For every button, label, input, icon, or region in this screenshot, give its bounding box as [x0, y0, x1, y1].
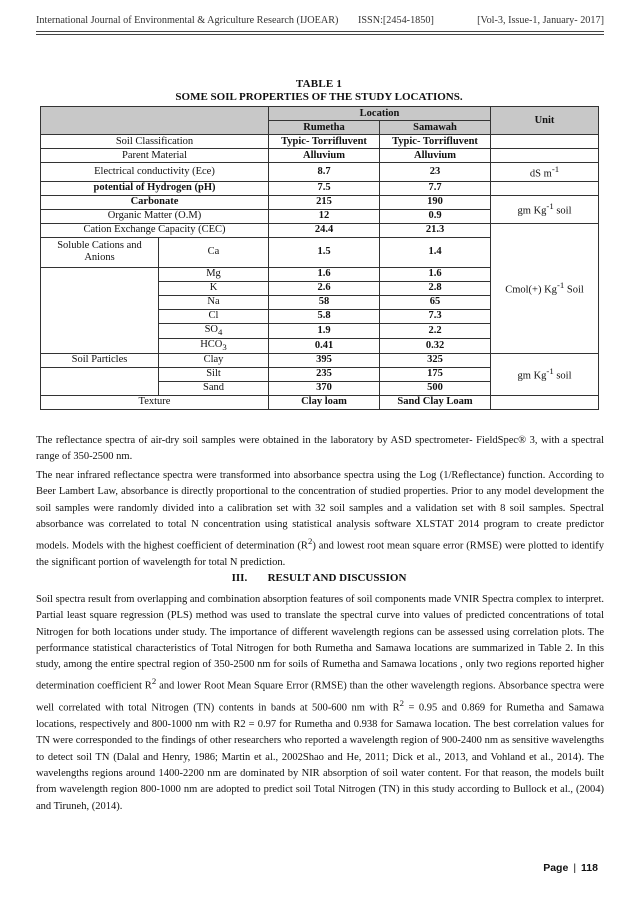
rumetha-value: 8.7: [269, 163, 380, 182]
unit-cell: [491, 135, 599, 149]
formula-base: SO: [204, 323, 219, 335]
paragraph-results: [36, 592, 604, 815]
table-row: [41, 353, 599, 367]
samawah-value: 190: [380, 195, 491, 209]
table-row: [41, 195, 599, 209]
row-label: Clay: [159, 353, 269, 367]
row-label: potential of Hydrogen (pH): [41, 181, 269, 195]
samawah-value: Typic- Torrifluvent: [380, 135, 491, 149]
paragraph-text: and lower Root Mean Square Error (RMSE) than the other wavelength regions. Absorbance spectra were well correlated with total Nitrogen (TN) contents in bands at 500-600 nm with R: [36, 680, 605, 714]
row-label: Ca: [159, 237, 269, 267]
issn: ISSN:[2454-1850]: [358, 15, 434, 26]
rumetha-value: 2.6: [269, 281, 380, 295]
row-label: Na: [159, 295, 269, 309]
rumetha-value: 395: [269, 353, 380, 367]
group-label: Soluble Cations and Anions: [41, 237, 159, 267]
unit-cell: [491, 395, 599, 409]
row-label: Cation Exchange Capacity (CEC): [41, 223, 269, 237]
unit-tail: Soil: [564, 284, 584, 296]
unit-text: gm Kg: [517, 370, 547, 382]
rumetha-value: 1.9: [269, 323, 380, 338]
row-label: Electrical conductivity (Ece): [41, 163, 269, 182]
page-footer: [543, 862, 598, 874]
samawah-value: 0.9: [380, 209, 491, 223]
table-row: [41, 223, 599, 237]
samawah-value: 0.32: [380, 338, 491, 353]
rumetha-value: 7.5: [269, 181, 380, 195]
samawah-value: 2.2: [380, 323, 491, 338]
unit-header: Unit: [491, 107, 599, 135]
row-label: Parent Material: [41, 149, 269, 163]
row-label: Texture: [41, 395, 269, 409]
page-label: Page: [543, 862, 569, 874]
samawah-value: 7.3: [380, 309, 491, 323]
superscript: 2: [399, 698, 404, 709]
unit-cell: [491, 195, 599, 223]
paragraph-text: Soil spectra result from overlapping and combination absorption features of soil components made VNIR Spectra complex to interpret. Partial least square regression (PLS) method was used to translate the spectral curve into values of predicted concentrations of total Nitrogen for both locations under study. The importance of different wavelength regions can be assessed using correlation plots. The performance statistical characteristics of Total Nitrogen for both Rumetha and Samawa locations are summarized in Table 2. In this study, among the entire spectral region of 350-2500 nm for soils of Rumetha and Samawa locations , only two regions reported higher determination coefficient R: [36, 594, 604, 692]
unit-text: dS m: [529, 168, 552, 180]
row-label: Sand: [159, 381, 269, 395]
unit-superscript: -1: [546, 201, 554, 212]
samawah-value: Alluvium: [380, 149, 491, 163]
samawah-value: 65: [380, 295, 491, 309]
rumetha-value: 235: [269, 367, 380, 381]
row-label: Soil Classification: [41, 135, 269, 149]
table-row: [41, 135, 599, 149]
formula-subscript: 4: [218, 326, 223, 337]
samawah-value: Sand Clay Loam: [380, 395, 491, 409]
row-label: [159, 338, 269, 353]
rumetha-value: 24.4: [269, 223, 380, 237]
paragraph-absorbance: [36, 468, 604, 571]
rumetha-value: 1.5: [269, 237, 380, 267]
table-caption-number: TABLE 1: [295, 78, 343, 90]
rumetha-value: Clay loam: [269, 395, 380, 409]
table-row: [41, 395, 599, 409]
samawah-header: Samawah: [380, 121, 491, 135]
header-blank-cell: [41, 107, 269, 135]
rumetha-value: 215: [269, 195, 380, 209]
unit-superscript: -1: [551, 164, 560, 174]
row-label: Organic Matter (O.M): [41, 209, 269, 223]
row-label: [159, 323, 269, 338]
row-label: Carbonate: [41, 195, 269, 209]
unit-cell: [491, 149, 599, 163]
samawah-value: 21.3: [380, 223, 491, 237]
rumetha-value: 58: [269, 295, 380, 309]
header-rule: [36, 31, 604, 32]
soil-properties-table: [40, 106, 599, 410]
group-label-blank: [41, 367, 159, 395]
row-label: Silt: [159, 367, 269, 381]
table-row: [41, 163, 599, 182]
journal-title: International Journal of Environmental & Agriculture Research (IJOEAR): [36, 15, 339, 26]
section-title: RESULT AND DISCUSSION: [267, 572, 407, 584]
unit-superscript: -1: [556, 280, 565, 291]
samawah-value: 500: [380, 381, 491, 395]
volume-info: [Vol-3, Issue-1, January- 2017]: [477, 15, 604, 26]
rumetha-value: 0.41: [269, 338, 380, 353]
rumetha-value: 1.6: [269, 267, 380, 281]
table-row: [41, 181, 599, 195]
unit-cell: [491, 163, 599, 182]
page-number: 118: [581, 862, 598, 874]
paragraph-spectra: The reflectance spectra of air-dry soil samples were obtained in the laboratory by ASD spectrometer- FieldSpec® 3, with a spectral range of 350-2500 nm.: [36, 435, 604, 463]
samawah-value: 325: [380, 353, 491, 367]
unit-text: gm Kg: [517, 205, 547, 217]
paragraph-text: The near infrared reflectance spectra were transformed into absorbance spectra using the Log (1/Reflectance) function. According to Beer Lambert Law, absorbance is directly proportional to the concentration of studied properties. Prior to any model development the soil samples were randomly divided into a calibration set with 32 soil samples and a validation set with 8 soil samples. Spectral absorbance was correlated to total N concentration using statistical analysis software XLSTAT 2014 program to create predictor models. Models with the highest coefficient of determination (R: [36, 470, 604, 552]
samawah-value: 7.7: [380, 181, 491, 195]
unit-text: Cmol(+) Kg: [505, 284, 557, 296]
unit-cell: [491, 181, 599, 195]
paragraph-text: ) and lowest root mean square error (RMSE) were plotted to identify the significant portion of wavelength for total N prediction.: [36, 540, 604, 568]
location-header: Location: [269, 107, 491, 121]
paragraph-text: = 0.95 and 0.869 for Rumetha and Samawa locations, respectively and 800-1000 nm with R2 = 0.97 for Rumetha and 0.938 for Samawa location. The best correlation values for TN were corresponded to the findings of other researchers who reported a wavelength region of 900-2400 nm as sensitive wavelengths to detect soil TN (Dalal and Henry, 1986; Martin et al., 2002Shao and He, 2011; Dick et al., 2013, and Vohland et al., 2014). The wavelengths regions around 1400-2200 nm are dominated by NIR absorption of soil water content. For that reason, the models built from wavelength region 800-1000 nm are adopted to predict soil Total Nitrogen (TN) in this study according to Bullock et al., (2004) and Tiruneh, (2014).: [36, 702, 605, 812]
header-rule-2: [36, 34, 604, 35]
group-label: Soil Particles: [41, 353, 159, 367]
footer-separator: |: [573, 862, 577, 874]
formula-base: HCO: [200, 338, 223, 350]
superscript: 2: [151, 676, 157, 687]
row-label: Cl: [159, 309, 269, 323]
running-header: [36, 12, 604, 32]
rumetha-value: 5.8: [269, 309, 380, 323]
samawah-value: 1.4: [380, 237, 491, 267]
rumetha-value: 12: [269, 209, 380, 223]
row-label: Mg: [159, 267, 269, 281]
samawah-value: 175: [380, 367, 491, 381]
samawah-value: 23: [380, 163, 491, 182]
unit-cell: [491, 223, 599, 353]
rumetha-value: Typic- Torrifluvent: [269, 135, 380, 149]
formula-subscript: 3: [222, 341, 227, 352]
rumetha-value: 370: [269, 381, 380, 395]
row-label: K: [159, 281, 269, 295]
table-caption-title: SOME SOIL PROPERTIES OF THE STUDY LOCATIONS.: [175, 91, 463, 103]
rumetha-header: Rumetha: [269, 121, 380, 135]
unit-cell: [491, 353, 599, 395]
unit-superscript: -1: [546, 366, 554, 377]
superscript: 2: [307, 536, 313, 547]
samawah-value: 2.8: [380, 281, 491, 295]
table-row: [41, 149, 599, 163]
rumetha-value: Alluvium: [269, 149, 380, 163]
unit-tail: soil: [553, 370, 572, 382]
section-heading: [0, 572, 638, 584]
group-label-blank: [41, 267, 159, 353]
samawah-value: 1.6: [380, 267, 491, 281]
unit-tail: soil: [553, 205, 572, 217]
section-number: III.: [231, 572, 248, 584]
